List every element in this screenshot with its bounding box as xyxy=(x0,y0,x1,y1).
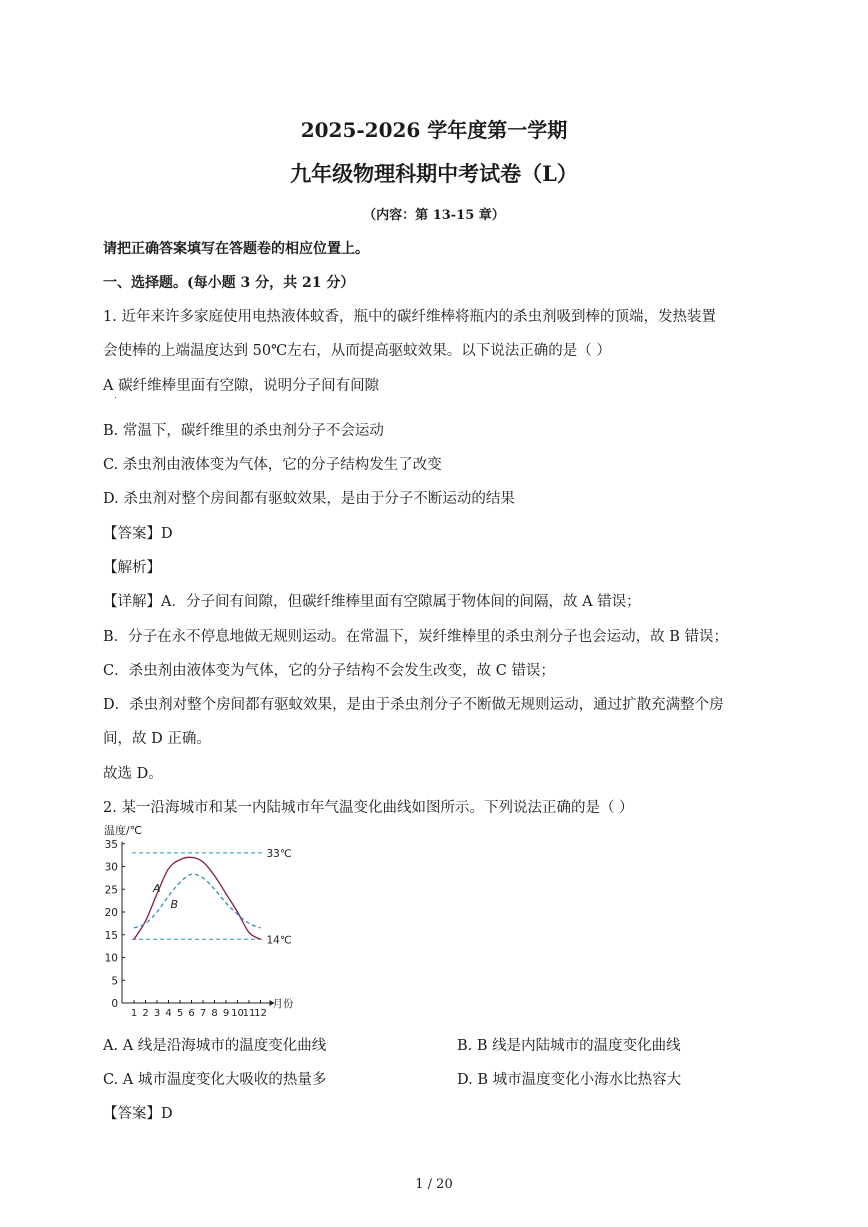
q2-option-b: B. B 线是内陆城市的温度变化曲线 xyxy=(457,1038,681,1054)
y-tick-label: 0 xyxy=(111,998,118,1010)
reference-line-label: 33℃ xyxy=(266,847,292,860)
q2-stem: 2. 某一沿海城市和某一内陆城市年气温变化曲线如图所示。下列说法正确的是（ ） xyxy=(103,800,634,816)
q1-detail-5: 间，故 D 正确。 xyxy=(103,731,211,747)
q1-detail-2: B．分子在永不停息地做无规则运动。在常温下，炭纤维棒里的杀虫剂分子也会运动，故 B 错误； xyxy=(103,629,729,645)
y-tick-label: 30 xyxy=(104,861,118,874)
series-label-b: B xyxy=(170,898,179,912)
chart-series xyxy=(134,857,261,939)
q1-option-b: B. 常温下，碳纤维里的杀虫剂分子不会运动 xyxy=(103,423,384,439)
x-tick-label: 3 xyxy=(153,1008,161,1019)
q1-option-c: C. 杀虫剂由液体变为气体，它的分子结构发生了改变 xyxy=(103,457,442,473)
y-axis-label: 温度/℃ xyxy=(104,824,143,837)
y-tick-label: 10 xyxy=(104,952,118,965)
q1-stem-line1: 1. 近年来许多家庭使用电热液体蚊香，瓶中的碳纤维棒将瓶内的杀虫剂吸到棒的顶端，发热装置 xyxy=(103,309,716,325)
x-tick-label: 8 xyxy=(211,1008,218,1019)
q1-option-a: A 碳纤维棒里面有空隙，说明分子间有间隙 xyxy=(103,378,380,394)
q2-answer: 【答案】D xyxy=(103,1106,173,1122)
y-tick-label: 20 xyxy=(104,907,118,919)
x-axis-label: 月份 xyxy=(272,998,294,1010)
y-tick-label: 25 xyxy=(104,884,118,897)
q1-stem-line2: 会使棒的上端温度达到 50℃左右，从而提高驱蚊效果。以下说法正确的是（ ） xyxy=(103,343,611,359)
q1-conclusion: 故选 D。 xyxy=(103,766,163,782)
y-tick-label: 5 xyxy=(111,975,118,988)
chart-axes xyxy=(105,839,275,1019)
temperature-chart xyxy=(100,822,330,1022)
document-title: 2025-2026 学年度第一学期 xyxy=(300,118,568,142)
y-tick-label: 15 xyxy=(104,929,118,942)
x-tick-label: 5 xyxy=(176,1008,184,1019)
y-tick-label: 35 xyxy=(104,838,118,851)
x-tick-label: 9 xyxy=(222,1008,230,1019)
series-label-a: A xyxy=(153,881,161,895)
x-tick-label: 10 xyxy=(231,1008,244,1019)
exam-title: 九年级物理科期中考试卷（L） xyxy=(290,161,578,186)
q1-answer: 【答案】D xyxy=(103,526,173,542)
q1-detail-1: 【详解】A．分子间有间隙，但碳纤维棒里面有空隙属于物体间的间隔，故 A 错误； xyxy=(103,594,641,610)
q1-detail-4: D．杀虫剂对整个房间都有驱蚊效果，是由于杀虫剂分子不断做无规则运动，通过扩散充满整个房 xyxy=(103,697,724,713)
x-tick-label: 12 xyxy=(254,1008,267,1019)
x-tick-label: 7 xyxy=(199,1008,207,1019)
x-tick-label: 11 xyxy=(242,1008,256,1019)
q1-analysis-label: 【解析】 xyxy=(103,560,161,576)
q2-option-c: C. A 城市温度变化大吸收的热量多 xyxy=(103,1072,327,1088)
stray-dot: · xyxy=(114,393,118,404)
reference-line-label: 14℃ xyxy=(266,934,292,947)
q2-option-d: D. B 城市温度变化小海水比热容大 xyxy=(457,1072,682,1088)
chart-labels xyxy=(104,823,294,1010)
x-tick-label: 4 xyxy=(165,1008,172,1019)
q1-detail-3: C．杀虫剂由液体变为气体，它的分子结构不会发生改变，故 C 错误； xyxy=(103,663,555,679)
exam-scope: （内容：第 13-15 章） xyxy=(363,208,505,223)
series-line-a xyxy=(134,857,261,939)
x-tick-label: 2 xyxy=(142,1008,149,1019)
x-tick-label: 1 xyxy=(130,1008,138,1019)
instruction: 请把正确答案填写在答题卷的相应位置上。 xyxy=(103,241,369,257)
chart-reference-lines xyxy=(132,853,263,939)
page-number: 1 / 20 xyxy=(415,1177,453,1192)
x-tick-label: 6 xyxy=(188,1008,195,1019)
q1-option-d: D. 杀虫剂对整个房间都有驱蚊效果，是由于分子不断运动的结果 xyxy=(103,491,515,507)
q2-option-a: A. A 线是沿海城市的温度变化曲线 xyxy=(103,1038,327,1054)
section-heading: 一、选择题。(每小题 3 分，共 21 分） xyxy=(103,275,355,291)
